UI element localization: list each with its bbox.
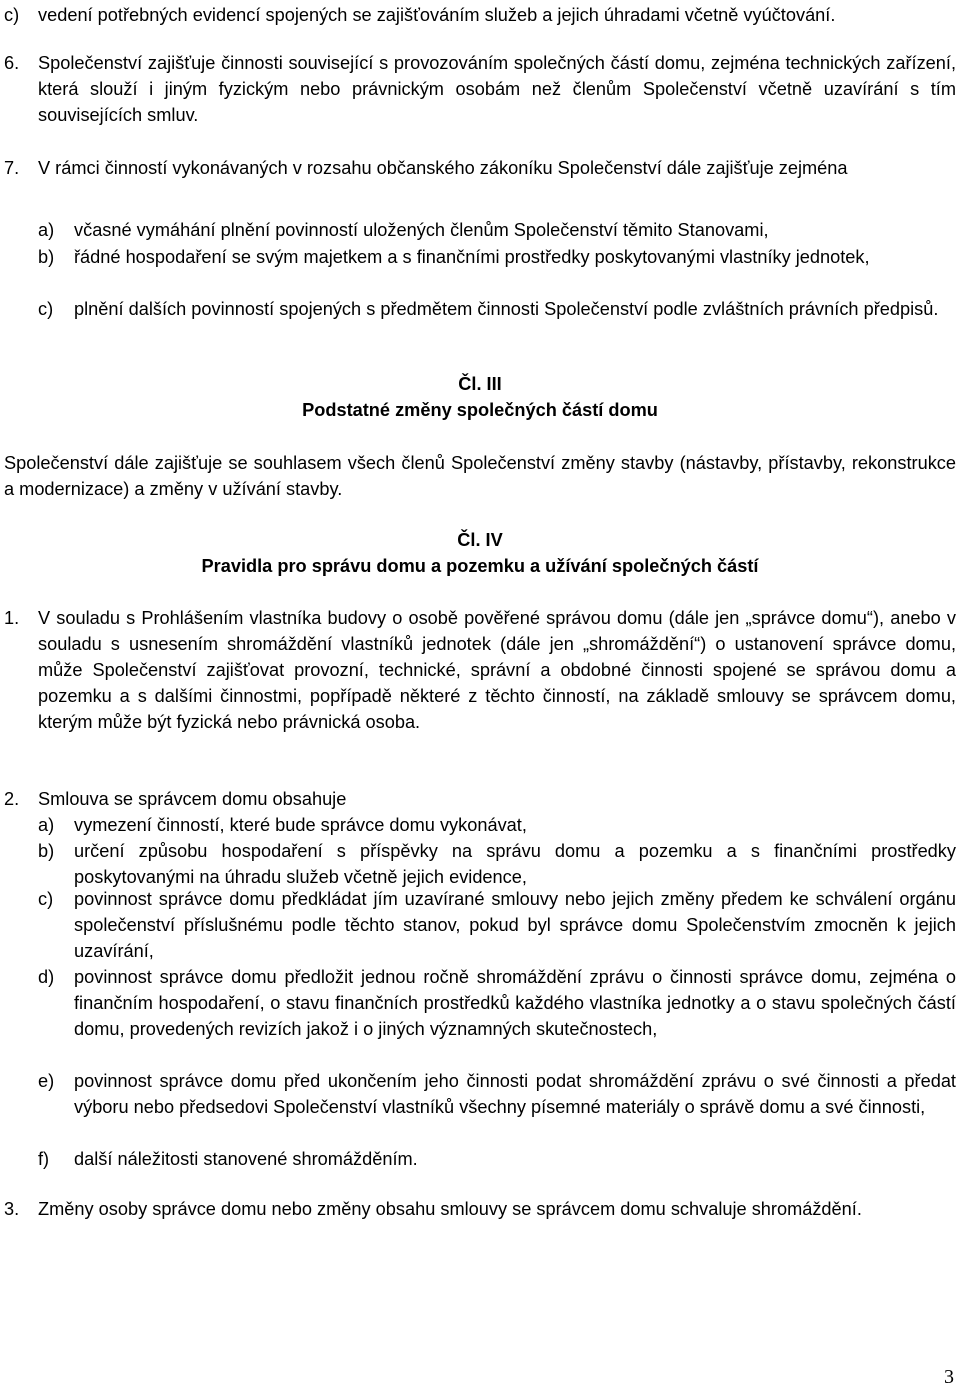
list-item-7c (38, 296, 956, 322)
paragraph-iv-3 (4, 1196, 956, 1222)
item-label: c) (38, 299, 54, 319)
list-item-7b (38, 244, 956, 270)
item-text: povinnost správce domu předložit jednou ročně shromáždění zprávu o činnosti správce domu, zejména o finančním hospodaření, o stavu finančních prostředků každého vlastníka jednotky a o stavu společných částí domu, provedených revizích jakož i o jiných významných skutečnostech, (74, 967, 956, 1039)
item-label: a) (38, 220, 55, 240)
item-label: c) (38, 889, 54, 909)
item-text: další náležitosti stanovené shromážděním. (74, 1149, 418, 1169)
item-text: včasné vymáhání plnění povinností uložených členům Společenství těmito Stanovami, (74, 220, 769, 240)
item-text: Změny osoby správce domu nebo změny obsahu smlouvy se správcem domu schvaluje shromáždění. (38, 1199, 862, 1219)
article-3-text: Společenství dále zajišťuje se souhlasem všech členů Společenství změny stavby (nástavby, přístavby, rekonstrukce a modernizace) a změny v užívání stavby. (4, 453, 956, 499)
list-item-2d (38, 964, 956, 1042)
item-text: vedení potřebných evidencí spojených se zajišťováním služeb a jejich úhradami včetně vyúčtování. (38, 5, 836, 25)
page-number: 3 (944, 1366, 954, 1388)
list-item-c (4, 2, 956, 28)
list-item-2a (38, 812, 956, 838)
item-text: určení způsobu hospodaření s příspěvky na správu domu a pozemku a s finančními prostředky poskytovanými na úhradu služeb včetně jejich evidence, (74, 841, 956, 887)
list-item-2e (38, 1068, 956, 1120)
item-text: plnění dalších povinností spojených s předmětem činnosti Společenství podle zvláštních právních předpisů. (74, 299, 939, 319)
item-label: b) (38, 247, 55, 267)
item-label: b) (38, 841, 55, 861)
item-label: 3. (4, 1199, 20, 1219)
item-label: d) (38, 967, 55, 987)
item-text: vymezení činností, které bude správce domu vykonávat, (74, 815, 527, 835)
article-4-number: Čl. IV (457, 530, 503, 550)
item-text: řádné hospodaření se svým majetkem a s finančními prostředky poskytovanými vlastníky jednotek, (74, 247, 870, 267)
article-3-number: Čl. III (458, 374, 502, 394)
item-label: 7. (4, 158, 20, 178)
item-label: 1. (4, 608, 20, 628)
list-item-7a (38, 217, 956, 243)
item-label: 2. (4, 789, 20, 809)
item-text: V souladu s Prohlášením vlastníka budovy o osobě pověřené správou domu (dále jen „správce domu“), anebo v souladu s usnesením shromáždění vlastníků jednotek (dále jen „shromáždění“) o ustanovení správce domu, může Společenství zajišťovat provozní, technické, správní a obdobné činnosti spojené se správou domu a pozemku a s dalšími činnostmi, popřípadě některé z těchto činností, na základě smlouvy se správcem domu, kterým může být fyzická nebo právnická osoba. (38, 608, 956, 732)
item-text: Smlouva se správcem domu obsahuje (38, 789, 347, 809)
paragraph-iv-1 (4, 605, 956, 735)
paragraph-6 (4, 50, 956, 128)
paragraph-7 (4, 155, 956, 181)
item-label: c) (4, 5, 20, 25)
list-item-2c (38, 886, 956, 964)
list-item-2b (38, 838, 956, 890)
paragraph-iv-2 (4, 786, 956, 812)
item-text: V rámci činností vykonávaných v rozsahu občanského zákoníku Společenství dále zajišťuje zejména (38, 158, 848, 178)
list-item-2f (38, 1146, 956, 1172)
item-text: povinnost správce domu před ukončením jeho činnosti podat shromáždění zprávu o své činnosti a předat výboru nebo předsedovi Společenství vlastníků všechny písemné materiály o správě domu a své činnosti, (74, 1071, 956, 1117)
item-text: Společenství zajišťuje činnosti související s provozováním společných částí domu, zejména technických zařízení, která slouží i jiným fyzickým nebo právnickým osobám než členům Společenství včetně uzavírání s tím souvisejících smluv. (38, 53, 956, 125)
article-4-title: Pravidla pro správu domu a pozemku a užívání společných částí (201, 556, 759, 576)
item-label: e) (38, 1071, 55, 1091)
item-label: f) (38, 1149, 50, 1169)
item-label: 6. (4, 53, 20, 73)
item-label: a) (38, 815, 55, 835)
item-text: povinnost správce domu předkládat jím uzavírané smlouvy nebo jejich změny předem ke schválení orgánu společenství příslušnému podle těchto stanov, pokud byl správce domu Společenstvím zmocněn k jejich uzavírání, (74, 889, 956, 961)
article-3-title: Podstatné změny společných částí domu (302, 400, 658, 420)
